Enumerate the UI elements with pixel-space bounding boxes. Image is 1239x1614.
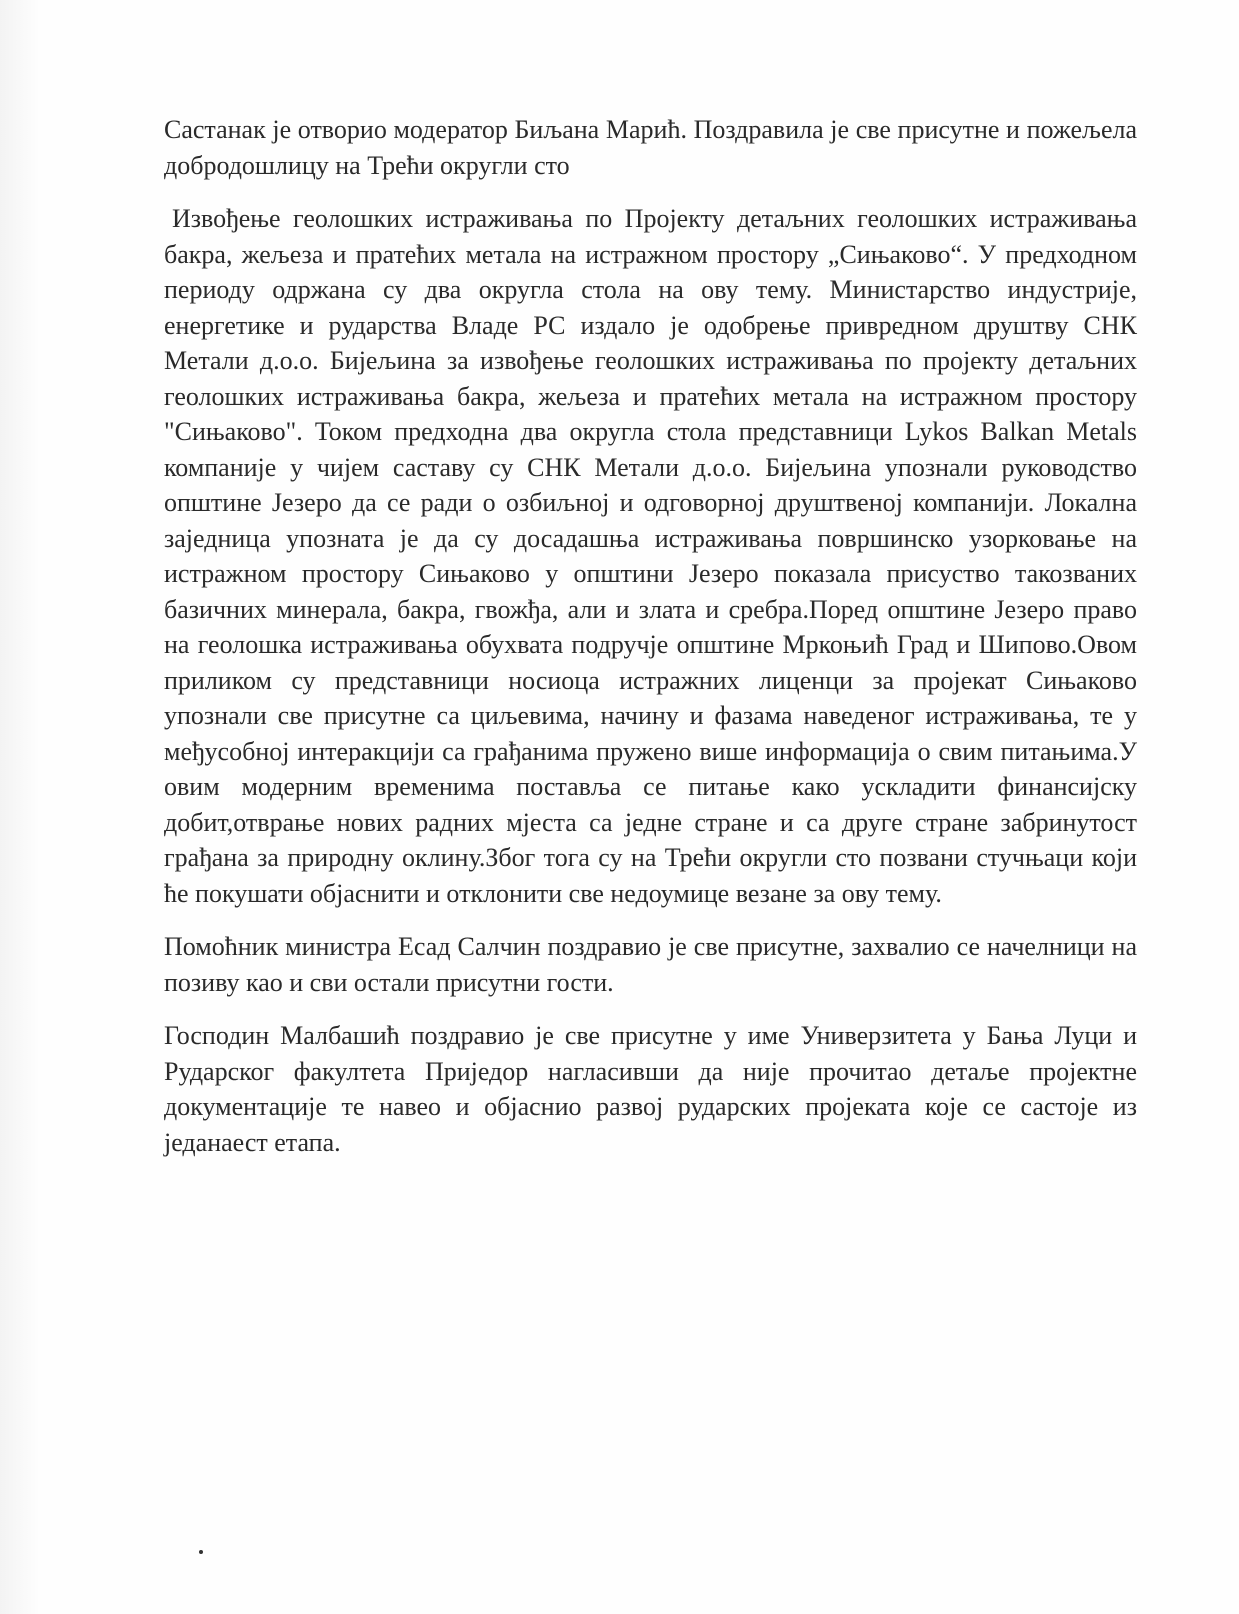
scan-edge-shadow bbox=[0, 0, 40, 1614]
paragraph-exploration-overview: Извођење геолошких истраживања по Пројекту детаљних геолошких истраживања бакра, жељеза и пратећих метала на истражном простору „Сињаково“. У предходном периоду одржана су два округла стола на ову тему. Министарство индустрије, енергетике и рударства Владе РС издало је одобрење привредном друштву СНК Метали д.о.о. Бијељина за извођење геолошких истраживања по пројекту детаљних геолошких истраживања бакра, жељеза и пратећих метала на истражном простору "Сињаково". Током предходна два округла стола представници Lykos Balkan Metals компаније у чијем саставу су СНК Метали д.о.о. Бијељина упознали руководство општине Језеро да се ради о озбиљној и одговорној друштвеној компанији. Локална заједница упозната је да су досадашња истраживања површинско узорковање на истражном простору Сињаково у општини Језеро показала присуство такозваних базичних минерала, бакра, гвожђа, али и злата и сребра.Поред општине Језеро право на геолошка истраживања обухвата подручје општине Мркоњић Град и Шипово.Овом приликом су представници носиоца истражних лиценци за пројекат Сињаково упознали све присутне са циљевима, начину и фазама наведеног истраживања, те у међусобној интеракцији са грађанима пружено више информација о свим питањима.У овим модерним временима поставља се питање како ускладити финансијску добит,отврање нових радних мјеста са једне стране и са друге стране забринутост грађана за природну оклину.Због тога су на Трећи округли сто позвани стучњаци који ће покушати објаснити и отклонити све недоумице везане за ову тему. bbox=[164, 204, 1137, 908]
document-body bbox=[164, 112, 1137, 1178]
paragraph-assistant-minister: Помоћник министра Есад Салчин поздравио је све присутне, захвалио се начелници на позиву као и сви остали присутни гости. bbox=[164, 932, 1137, 997]
scan-speck bbox=[199, 1550, 203, 1554]
paragraph-malbasic: Господин Малбашић поздравио је све присутне у име Универзитета у Бања Луци и Рударског факултета Приједор нагласивши да није прочитао детаље пројектне документације те навео и објаснио развој рударских пројеката које се састоје из једанаест етапа. bbox=[164, 1021, 1137, 1157]
paragraph-opening: Састанак је отворио модератор Биљана Марић. Поздравила је све присутне и пожељела добродошлицу на Трећи округли сто bbox=[164, 115, 1137, 180]
